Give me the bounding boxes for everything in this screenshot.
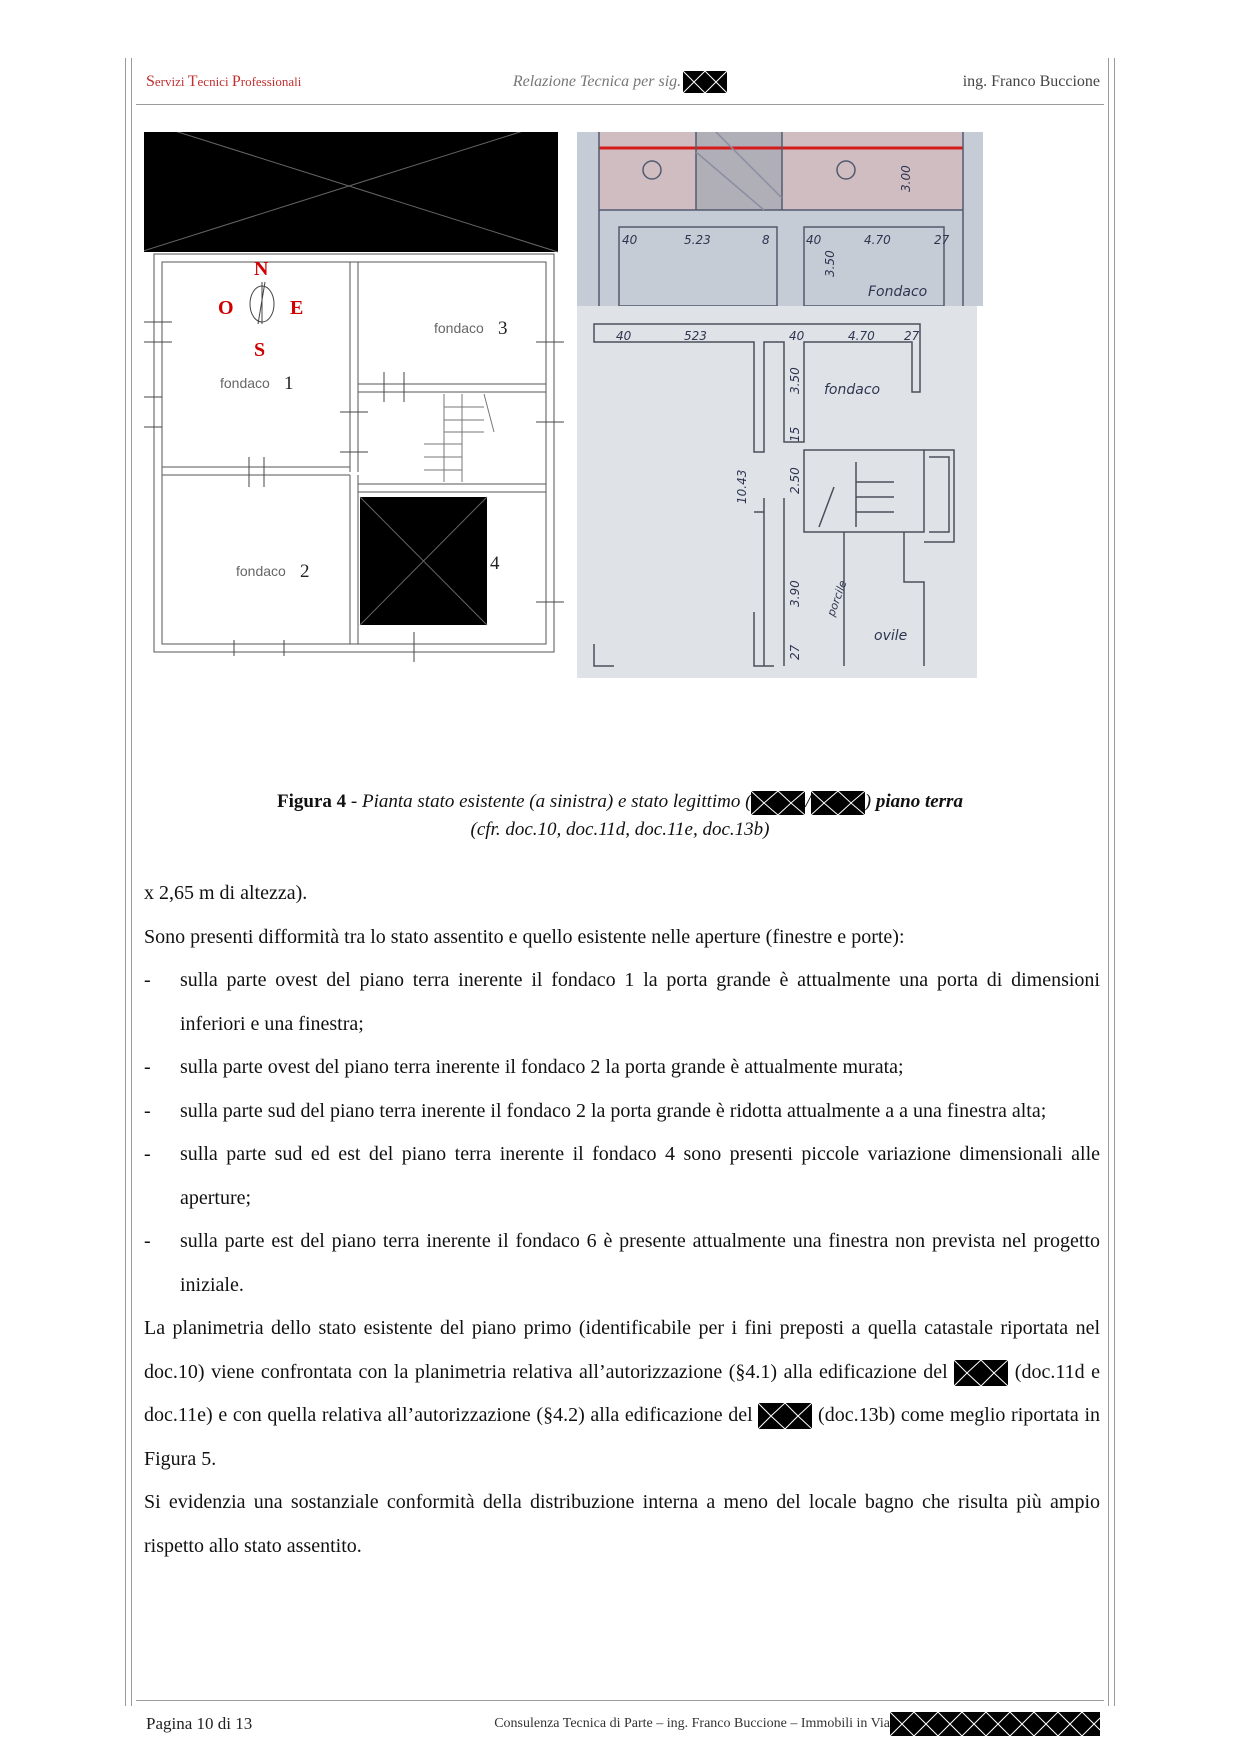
frame-right-inner xyxy=(1108,58,1109,1706)
scan-dim: 27 xyxy=(934,233,950,247)
scan-dim: 40 xyxy=(806,233,822,247)
figure-caption-refs: (cfr. doc.10, doc.11d, doc.11e, doc.13b) xyxy=(470,819,770,840)
compass-east: E xyxy=(290,297,304,319)
header-left: Servizi Tecnici Professionali xyxy=(146,73,302,90)
scan-top xyxy=(577,132,983,306)
list-item: - sulla parte ovest del piano terra inerente il fondaco 2 la porta grande è attualmente murata; xyxy=(144,1046,1100,1090)
scan-room-label: Fondaco xyxy=(868,284,928,300)
room-label: fondaco xyxy=(236,563,286,579)
figure-4 xyxy=(144,132,1104,762)
floor-plans xyxy=(144,132,1104,762)
scan-room-label: ovile xyxy=(874,628,908,644)
frame-right-outer xyxy=(1114,58,1115,1706)
redaction-box xyxy=(758,1403,812,1429)
footer-rule xyxy=(136,1700,1104,1701)
scan-dim: 3.50 xyxy=(823,250,837,277)
header-right: ing. Franco Buccione xyxy=(962,73,1100,90)
header-rule xyxy=(136,104,1104,105)
compass-north: N xyxy=(254,258,269,280)
scan-dim: 8 xyxy=(762,233,770,247)
room-number: 1 xyxy=(284,373,294,394)
difference-list xyxy=(144,959,1100,1307)
compass-west: O xyxy=(218,297,234,319)
room-number: 4 xyxy=(490,553,500,574)
scan-dim: 40 xyxy=(789,329,805,343)
scan-dim: 3.00 xyxy=(899,165,913,192)
redaction-box xyxy=(954,1360,1008,1386)
frame-left-outer xyxy=(125,58,126,1706)
paragraph: Sono presenti difformità tra lo stato assentito e quello esistente nelle aperture (finestre e porte): xyxy=(144,925,905,948)
frame-left-inner xyxy=(131,58,132,1706)
figure-caption: Figura 4 - Pianta stato esistente (a sinistra) e stato legittimo ( / ) piano terra xyxy=(140,788,1100,816)
scan-dim: 15 xyxy=(788,426,802,442)
redaction-box xyxy=(144,132,558,252)
compass-south: S xyxy=(254,339,266,361)
scan-dim: 4.70 xyxy=(848,329,875,343)
redaction-box xyxy=(811,791,865,815)
page-number: Pagina 10 di 13 xyxy=(146,1714,253,1733)
paragraph: La planimetria dello stato esistente del piano primo (identificabile per i fini preposti a quella catastale riportata nel doc.10) viene confrontata con la planimetria relativa all’autorizzazione (§4.1) alla edificazione del (doc.11d e doc.11e) e con quella relativa all’autorizzazione (§4.2) alla edificazione del (doc.13b) come meglio riportata in Figura 5. xyxy=(144,1317,1101,1470)
scan-dim: 523 xyxy=(684,329,707,343)
scan-dim: 4.70 xyxy=(864,233,891,247)
room-number: 3 xyxy=(498,318,508,339)
scan-dim: 10.43 xyxy=(735,469,749,504)
redaction-box xyxy=(751,791,805,815)
scan-dim: 3.50 xyxy=(788,367,802,394)
room-label: fondaco xyxy=(220,375,270,391)
list-item: - sulla parte ovest del piano terra inerente il fondaco 1 la porta grande è attualmente una porta di dimensioni inferiori e una finestra; xyxy=(144,959,1100,1046)
body-text xyxy=(144,872,1100,1568)
scan-dim: 3.90 xyxy=(788,580,802,607)
scan-bottom xyxy=(577,306,977,678)
scan-dim: 5.23 xyxy=(684,233,711,247)
scan-dim: 27 xyxy=(788,644,802,660)
list-item: - sulla parte sud ed est del piano terra inerente il fondaco 4 sono presenti piccole variazione dimensionali alle aperture; xyxy=(144,1133,1100,1220)
list-item: - sulla parte sud del piano terra inerente il fondaco 2 la porta grande è ridotta attualmente a a una finestra alta; xyxy=(144,1090,1100,1134)
room-number: 2 xyxy=(300,561,310,582)
paragraph: x 2,65 m di altezza). xyxy=(144,882,308,904)
scan-dim: 27 xyxy=(904,329,920,343)
redaction-box xyxy=(683,71,727,93)
scan-dim: 40 xyxy=(622,233,638,247)
scan-room-label: porcile xyxy=(824,578,850,619)
scan-dim: 2.50 xyxy=(788,467,802,494)
list-item: - sulla parte est del piano terra inerente il fondaco 6 è presente attualmente una finestra non prevista nel progetto iniziale. xyxy=(144,1220,1100,1307)
footer-right: Consulenza Tecnica di Parte – ing. Franco Buccione – Immobili in Via xyxy=(494,1712,1100,1736)
scan-dim: 40 xyxy=(616,329,632,343)
scan-room-label: fondaco xyxy=(824,382,881,398)
room-label: fondaco xyxy=(434,320,484,336)
header-center: Relazione Tecnica per sig. xyxy=(0,70,1240,94)
redaction-box xyxy=(890,1712,1100,1736)
existing-plan xyxy=(144,132,564,732)
paragraph: Si evidenzia una sostanziale conformità della distribuzione interna a meno del locale bagno che risulta più ampio rispetto allo stato assentito. xyxy=(144,1491,1100,1557)
